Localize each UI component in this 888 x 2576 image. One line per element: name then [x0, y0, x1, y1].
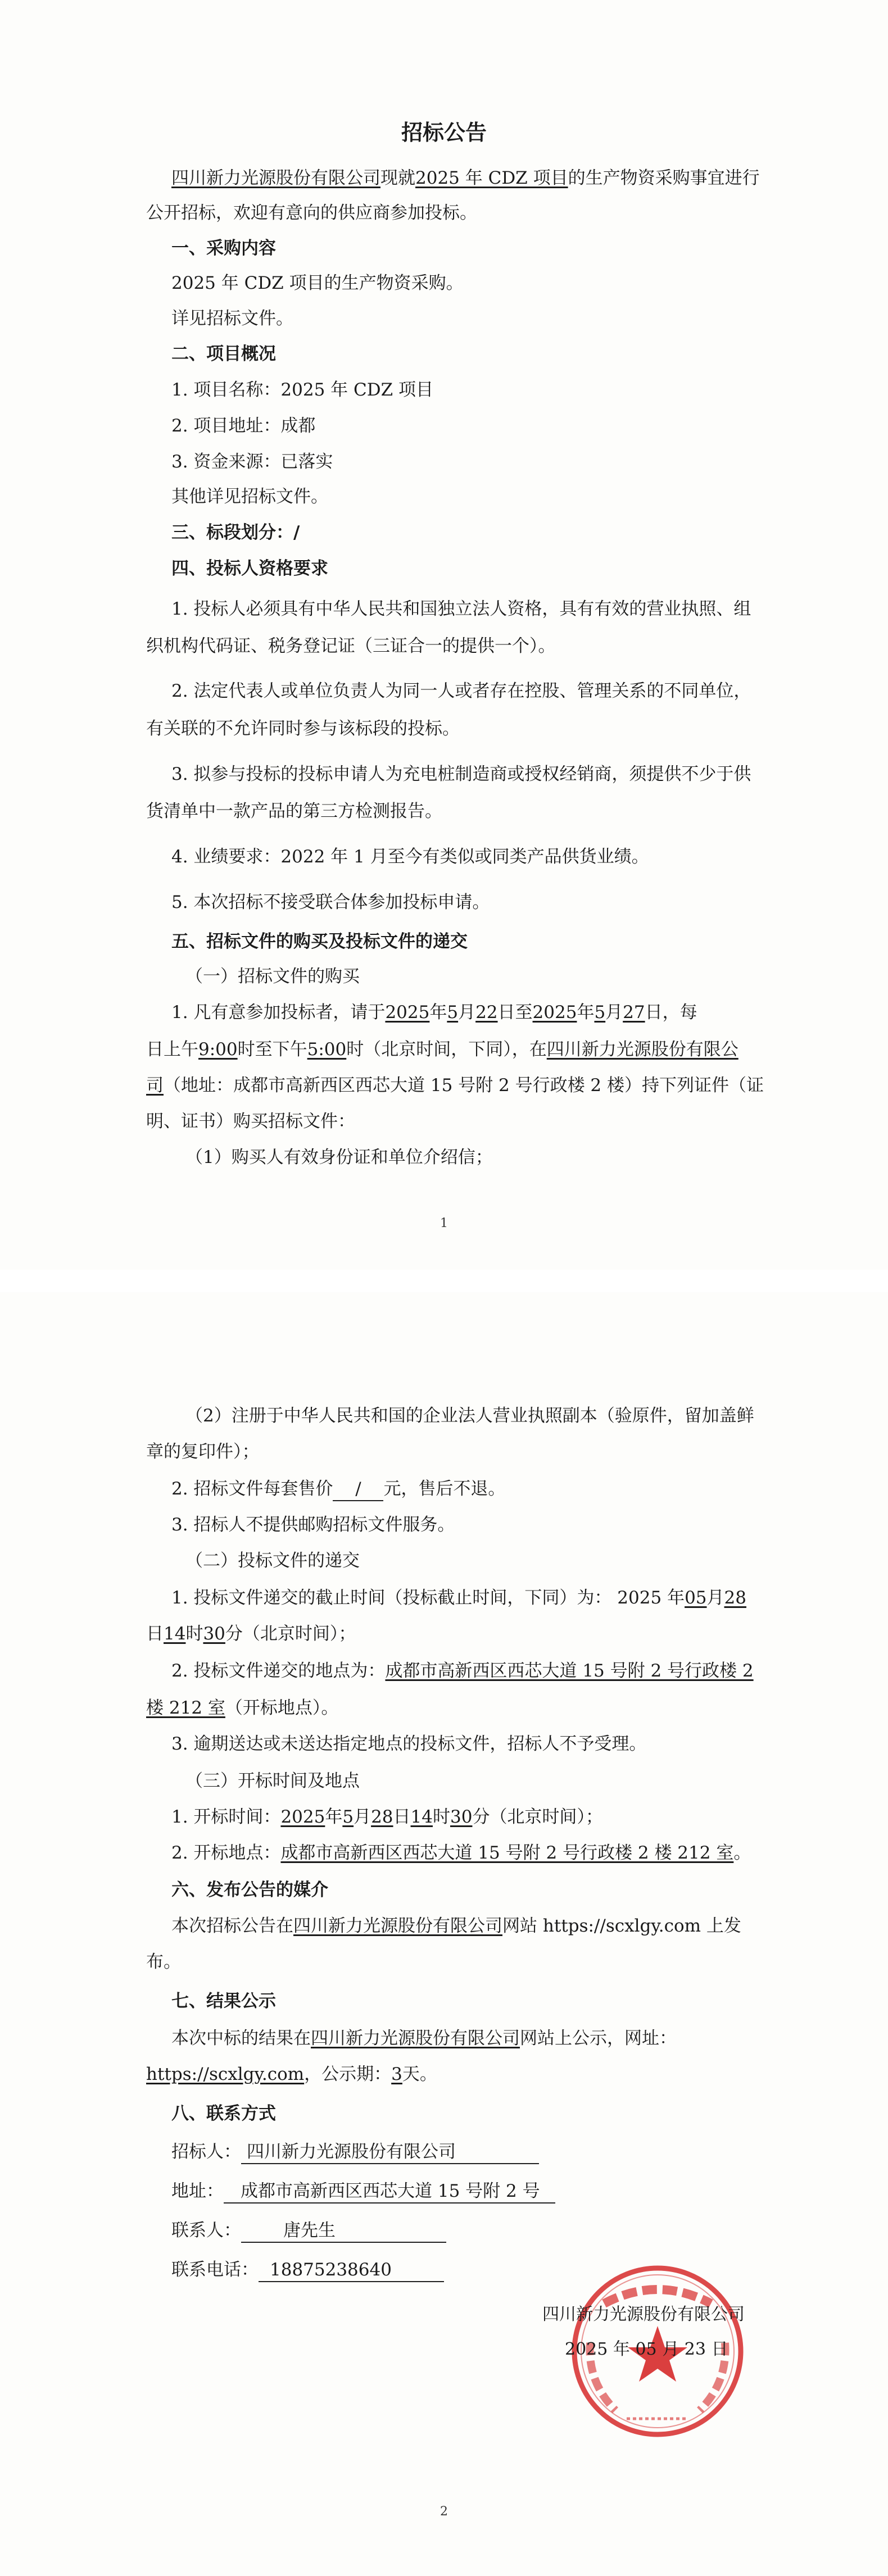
section-1-text: 2025 年 CDZ 项目的生产物资采购。: [171, 273, 464, 293]
signature-date: 2025 年 05 月 23 日: [565, 2339, 728, 2359]
page-number: 2: [440, 2505, 448, 2519]
opening-place-line: 2. 开标地点：成都市高新西区西芯大道 15 号附 2 号行政楼 2 楼 212 室。: [171, 1843, 751, 1863]
contact-address-line: 地址： 成都市高新西区西芯大道 15 号附 2 号: [171, 2179, 773, 2204]
contact-person-line: 联系人： 唐先生: [171, 2218, 773, 2243]
page-title: 招标公告: [401, 120, 487, 145]
purchase-time-line: 日上午9:00时至下午5:00时（北京时间，下同），在四川新力光源股份有限公: [146, 1039, 739, 1060]
contact-tenderer-line: 招标人： 四川新力光源股份有限公司: [171, 2139, 773, 2164]
result-url-link[interactable]: https://scxlgy.com: [146, 2064, 305, 2084]
purchase-address-line: 司（地址：成都市高新西区西芯大道 15 号附 2 号行政楼 2 楼）持下列证件（证: [146, 1075, 764, 1096]
subsection-purchase: （一）招标文件的购买: [185, 966, 360, 987]
deadline-time-line: 日14时30分（北京时间）；: [146, 1624, 356, 1644]
section-4-heading: 四、投标人资格要求: [171, 558, 328, 579]
requirement-3-cont: 货清单中一款产品的第三方检测报告。: [146, 801, 442, 821]
purchase-period-line: 1. 凡有意参加投标者，请于2025年5月22日至2025年5月27日，每: [171, 1002, 697, 1023]
project-name: 2025 年 CDZ 项目: [415, 168, 568, 188]
subsection-opening: （三）开标时间及地点: [185, 1771, 360, 1791]
section-1-heading: 一、采购内容: [171, 238, 276, 258]
section-8-heading: 八、联系方式: [171, 2103, 276, 2124]
section-2-text: 其他详见招标文件。: [171, 487, 328, 507]
deadline-line: 1. 投标文件递交的截止时间（投标截止时间，下同）为： 2025 年05月28: [171, 1588, 746, 1608]
section-7-heading: 七、结果公示: [171, 1991, 276, 2011]
result-url-line: https://scxlgy.com，公示期：3天。: [146, 2064, 437, 2084]
media-line-cont: 布。: [146, 1952, 181, 1972]
requirement-2: 2. 法定代表人或单位负责人为同一人或者存在控股、管理关系的不同单位，: [171, 681, 751, 701]
page-number: 1: [440, 1216, 448, 1230]
media-line: 本次招标公告在四川新力光源股份有限公司网站 https://scxlgy.com 上发: [171, 1916, 741, 1936]
signature-company: 四川新力光源股份有限公司: [542, 2305, 745, 2324]
requirement-5: 5. 本次招标不接受联合体参加投标申请。: [171, 892, 490, 912]
intro-line-2: 公开招标，欢迎有意向的供应商参加投标。: [146, 203, 477, 223]
purchase-document-2-cont: 章的复印件）；: [146, 1442, 260, 1462]
purchase-document-2: （2）注册于中华人民共和国的企业法人营业执照副本（验原件，留加盖鲜: [185, 1406, 754, 1426]
section-2-text: 3. 资金来源：已落实: [171, 452, 333, 472]
submission-place-line: 2. 投标文件递交的地点为：成都市高新西区西芯大道 15 号附 2 号行政楼 2: [171, 1661, 754, 1681]
document-page-1: [0, 0, 888, 1270]
requirement-4: 4. 业绩要求：2022 年 1 月至今有类似或同类产品供货业绩。: [171, 847, 649, 867]
no-mail-order-line: 3. 招标人不提供邮购招标文件服务。: [171, 1515, 455, 1535]
requirement-3: 3. 拟参与投标的投标申请人为充电桩制造商或授权经销商，须提供不少于供: [171, 764, 751, 784]
requirement-1-cont: 织机构代码证、税务登记证（三证合一的提供一个）。: [146, 636, 556, 656]
section-1-text: 详见招标文件。: [171, 308, 293, 329]
purchase-text: 明、证书）购买招标文件：: [146, 1111, 355, 1132]
price-line: 2. 招标文件每套售价 / 元，售后不退。: [171, 1476, 773, 1501]
page-break: [0, 1270, 888, 1292]
contact-phone-line: 联系电话： 18875238640: [171, 2257, 773, 2282]
section-2-text: 2. 项目地址：成都: [171, 416, 316, 436]
section-5-heading: 五、招标文件的购买及投标文件的递交: [171, 932, 468, 952]
result-line: 本次中标的结果在四川新力光源股份有限公司网站上公示，网址：: [171, 2028, 677, 2048]
section-6-heading: 六、发布公告的媒介: [171, 1880, 328, 1900]
section-2-text: 1. 项目名称：2025 年 CDZ 项目: [171, 380, 433, 400]
requirement-2-cont: 有关联的不允许同时参与该标段的投标。: [146, 719, 460, 739]
purchase-document-1: （1）购买人有效身份证和单位介绍信；: [185, 1147, 493, 1167]
subsection-submission: （二）投标文件的递交: [185, 1551, 360, 1571]
submission-place-cont: 楼 212 室（开标地点）。: [146, 1698, 339, 1718]
opening-time-line: 1. 开标时间：2025年5月28日14时30分（北京时间）；: [171, 1807, 603, 1827]
late-submission-line: 3. 逾期送达或未送达指定地点的投标文件，招标人不予受理。: [171, 1734, 647, 1754]
section-3-heading: 三、标段划分：/: [171, 523, 300, 543]
section-2-heading: 二、项目概况: [171, 344, 276, 364]
company-name: 四川新力光源股份有限公司: [171, 168, 380, 188]
intro-line-1: 四川新力光源股份有限公司现就2025 年 CDZ 项目的生产物资采购事宜进行: [171, 168, 760, 188]
requirement-1: 1. 投标人必须具有中华人民共和国独立法人资格，具有有效的营业执照、组: [171, 599, 751, 619]
